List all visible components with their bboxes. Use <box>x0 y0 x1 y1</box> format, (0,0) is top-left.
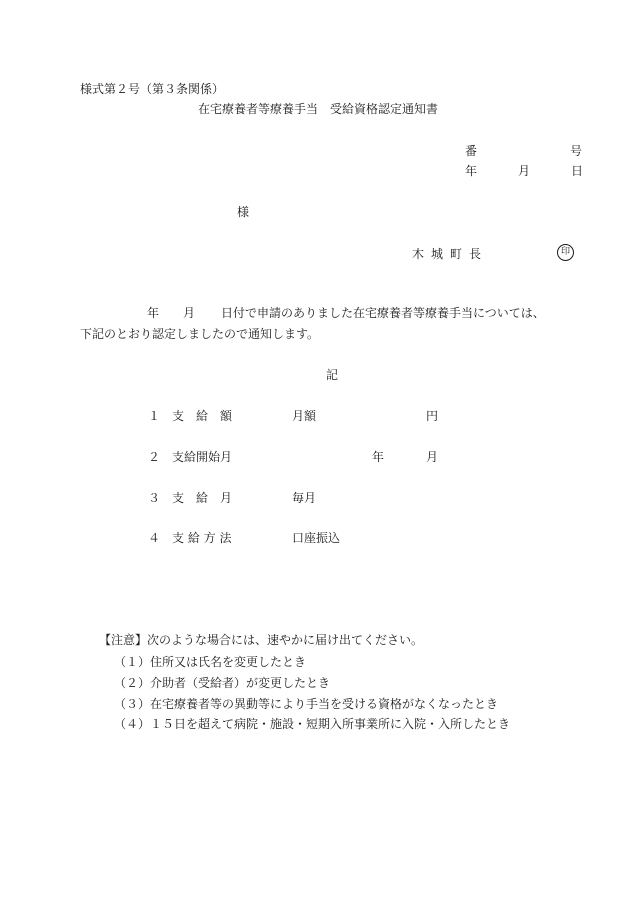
reference-ban: 番 <box>465 144 478 158</box>
item-4-number: ４ <box>148 531 161 545</box>
item-1-unit: 円 <box>426 409 439 423</box>
notice-item: （３）在宅療養者等の異動等により手当を受ける資格がなくなったとき <box>114 697 499 711</box>
body-year: 年 <box>147 306 160 320</box>
recipient-honorific: 様 <box>237 205 250 219</box>
item-4-label: 支 給 方 法 <box>172 531 232 545</box>
body-line-1-text: 日付で申請のありました在宅療養者等療養手当については、 <box>221 306 545 320</box>
body-line-2: 下記のとおり認定しましたので通知します。 <box>80 327 320 341</box>
item-3-label <box>172 490 244 506</box>
item-2-number: ２ <box>148 450 161 464</box>
label-char: 支 <box>172 409 185 423</box>
item-3-number: ３ <box>148 491 161 505</box>
item-2-month: 月 <box>426 450 439 464</box>
label-char: 支 <box>172 491 185 505</box>
issuer-name <box>412 246 488 262</box>
reference-go: 号 <box>570 144 583 158</box>
date-month: 月 <box>518 164 531 178</box>
item-1-value: 月額 <box>292 409 317 423</box>
notice-heading: 【注意】次のような場合には、速やかに届け出てください。 <box>99 633 424 647</box>
date-year: 年 <box>465 164 478 178</box>
item-1-label <box>172 408 244 424</box>
issuer-char: 木 <box>412 247 425 261</box>
document-title: 在宅療養者等療養手当 受給資格認定通知書 <box>198 102 439 116</box>
issuer-char: 町 <box>450 247 463 261</box>
issuer-char: 長 <box>469 247 482 261</box>
issuer-char: 城 <box>431 247 444 261</box>
item-4-value: 口座振込 <box>292 531 341 545</box>
body-line-1 <box>80 305 545 321</box>
item-1-number: １ <box>148 409 161 423</box>
seal-mark: 印 <box>557 244 574 261</box>
item-3-value: 毎月 <box>292 491 317 505</box>
item-2-label: 支給開始月 <box>172 450 233 464</box>
label-char: 額 <box>220 409 233 423</box>
form-number: 様式第２号（第３条関係） <box>80 82 225 96</box>
date-day: 日 <box>571 164 584 178</box>
notice-item: （２）介助者（受給者）が変更したとき <box>114 676 331 690</box>
label-char: 月 <box>220 491 233 505</box>
item-2-year: 年 <box>372 450 385 464</box>
notice-item: （１）住所又は氏名を変更したとき <box>114 655 307 669</box>
label-char: 給 <box>196 491 209 505</box>
body-month: 月 <box>183 306 196 320</box>
label-char: 給 <box>196 409 209 423</box>
ki-heading: 記 <box>326 368 339 382</box>
notice-item: （４）１５日を超えて病院・施設・短期入所事業所に入院・入所したとき <box>114 717 511 731</box>
